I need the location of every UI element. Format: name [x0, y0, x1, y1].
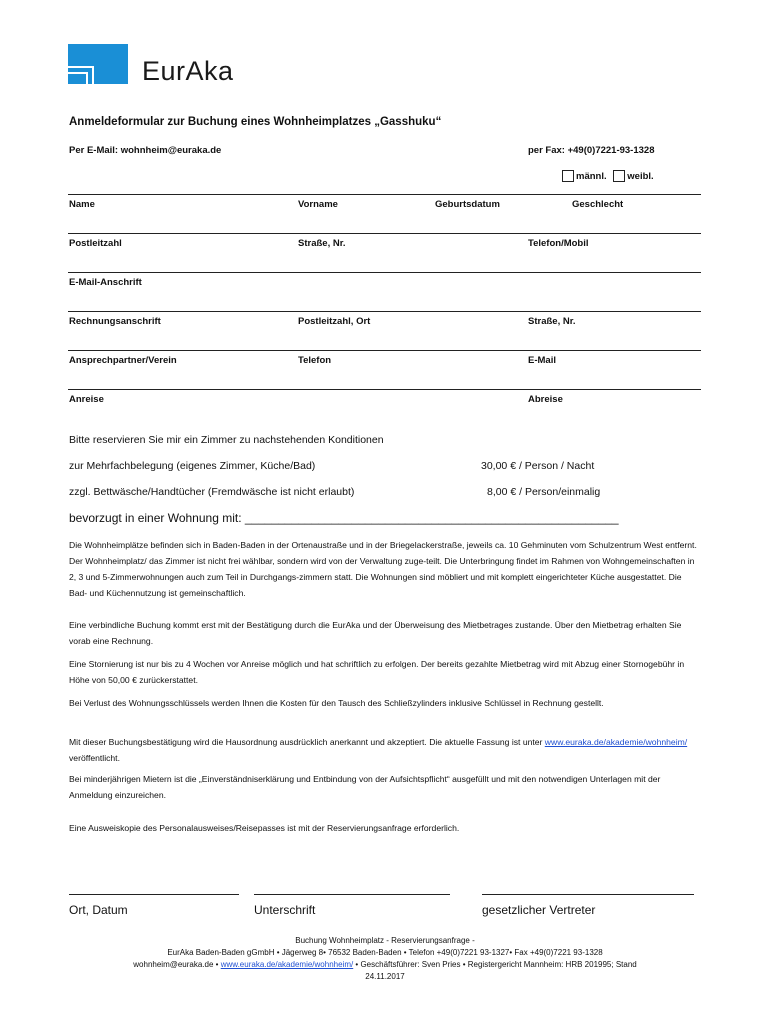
field-rechnung-plz-ort[interactable]: Postleitzahl, Ort [298, 316, 371, 327]
field-telefon[interactable]: Telefon [298, 355, 332, 366]
field-postleitzahl[interactable]: Postleitzahl [69, 238, 122, 249]
info-paragraph-id-copy: Eine Ausweiskopie des Personalausweises/Reisepasses ist mit der Reservierungsanfrage erforderlich. [69, 823, 460, 833]
field-email[interactable]: E-Mail-Anschrift [69, 277, 142, 288]
form-divider [68, 311, 701, 312]
form-divider [68, 350, 701, 351]
field-abreise[interactable]: Abreise [528, 394, 563, 405]
info-paragraph-location: Die Wohnheimplätze befinden sich in Baden-Baden in der Ortenaustraße und in der Briegelackerstraße, jeweils ca. 10 Gehminuten vom Schulzentrum West entfernt. Der Wohnheimplatz/ das Zimmer ist nicht frei wählbar, sondern wird von der Verwaltung zuge-teilt. Die Unterbringung findet im Rahmen von Wohngemeinschaften in 2, 3 und 5-Zimmerwohnungen auch zum Teil in Durchgangs-zimmern statt. Die Wohnungen sind möbliert und mit komplett eingerichteter Küche ausgestattet. Die Bad- und Küchennutzung ist gemeinschaftlich. [69, 540, 697, 598]
footer-register: • Geschäftsführer: Sven Pries • Registergericht Mannheim: HRB 201995; Stand [353, 960, 637, 969]
male-checkbox[interactable] [562, 170, 574, 182]
bevorzugt-line[interactable]: bevorzugt in einer Wohnung mit: ________________________________________________________ [69, 511, 619, 525]
footer-link[interactable]: www.euraka.de/akademie/wohnheim/ [220, 960, 354, 969]
field-name[interactable]: Name [69, 199, 95, 210]
gender-options [562, 170, 658, 182]
form-divider [68, 389, 701, 390]
condition-2-label: zzgl. Bettwäsche/Handtücher (Fremdwäsche ist nicht erlaubt) [69, 486, 355, 498]
signature-line-guardian[interactable] [482, 894, 694, 895]
signature-line-place-date[interactable] [69, 894, 239, 895]
female-checkbox[interactable] [613, 170, 625, 182]
guardian-label: gesetzlicher Vertreter [482, 903, 596, 917]
house-rules-text: Mit dieser Buchungsbestätigung wird die Hausordnung ausdrücklich anerkannt und akzeptiert. Die aktuelle Fassung ist unter [69, 737, 545, 747]
form-title: Anmeldeformular zur Buchung eines Wohnheimplatzes „Gasshuku“ [69, 116, 442, 128]
house-rules-text-end: veröffentlicht. [69, 753, 120, 763]
info-paragraph-booking: Eine verbindliche Buchung kommt erst mit der Bestätigung durch die EurAka und der Überweisung des Mietbetrages zustande. Über den Mietbetrag erhalten Sie vorab eine Rechnung. [69, 620, 682, 646]
female-label: weibl. [627, 170, 654, 182]
field-ansprechpartner[interactable]: Ansprechpartner/Verein [69, 355, 177, 366]
field-rechnungsanschrift[interactable]: Rechnungsanschrift [69, 316, 161, 327]
form-divider [68, 194, 701, 195]
condition-2-price: 8,00 € / Person/einmalig [487, 486, 601, 498]
info-paragraph-house-rules [69, 734, 701, 766]
field-telefon-mobil[interactable]: Telefon/Mobil [528, 238, 589, 249]
place-date-label: Ort, Datum [69, 903, 128, 917]
email-contact: Per E-Mail: wohnheim@euraka.de [69, 145, 222, 156]
logo-text: EurAka [142, 56, 234, 86]
field-anreise[interactable]: Anreise [69, 394, 104, 405]
form-divider [68, 272, 701, 273]
info-paragraph-cancellation: Eine Stornierung ist nur bis zu 4 Wochen vor Anreise möglich und hat schriftlich zu erfolgen. Der bereits gezahlte Mietbetrag wird mit Abzug einer Stornogebühr in Höhe von 50,00 € zurückerstattet. [69, 659, 685, 685]
house-rules-link[interactable]: www.euraka.de/akademie/wohnheim/ [544, 737, 688, 747]
info-paragraph-key-loss: Bei Verlust des Wohnungsschlüssels werden Ihnen die Kosten für den Tausch des Schließzylinders inklusive Schlüssel in Rechnung gestellt. [69, 698, 604, 708]
conditions-intro: Bitte reservieren Sie mir ein Zimmer zu nachstehenden Konditionen [69, 434, 384, 446]
euraka-logo-icon [68, 44, 128, 84]
field-strasse[interactable]: Straße, Nr. [298, 238, 346, 249]
footer-date: 24.11.2017 [365, 972, 405, 981]
info-paragraph-minors: Bei minderjährigen Mietern ist die „Einverständniserklärung und Entbindung von der Aufsichtspflicht“ ausgefüllt und mit den notwendigen Unterlagen mit der Anmeldung einzureichen. [69, 774, 661, 800]
field-vorname[interactable]: Vorname [298, 199, 338, 210]
signature-line-signature[interactable] [254, 894, 450, 895]
field-geburtsdatum[interactable]: Geburtsdatum [435, 199, 500, 210]
footer-title: Buchung Wohnheimplatz - Reservierungsanfrage - [295, 936, 475, 945]
field-geschlecht[interactable]: Geschlecht [572, 199, 624, 210]
footer-email: wohnheim@euraka.de • [133, 960, 221, 969]
field-verein-email[interactable]: E-Mail [528, 355, 556, 366]
signature-label: Unterschrift [254, 903, 316, 917]
condition-1-price: 30,00 € / Person / Nacht [481, 460, 595, 472]
fax-contact: per Fax: +49(0)7221-93-1328 [528, 145, 655, 156]
field-rechnung-strasse[interactable]: Straße, Nr. [528, 316, 576, 327]
male-label: männl. [576, 170, 607, 182]
condition-1-label: zur Mehrfachbelegung (eigenes Zimmer, Küche/Bad) [69, 460, 316, 472]
form-divider [68, 233, 701, 234]
footer-address: EurAka Baden-Baden gGmbH • Jägerweg 8• 76532 Baden-Baden • Telefon +49(0)7221 93-1327• Fax +49(0)7221 93-1328 [167, 948, 603, 957]
